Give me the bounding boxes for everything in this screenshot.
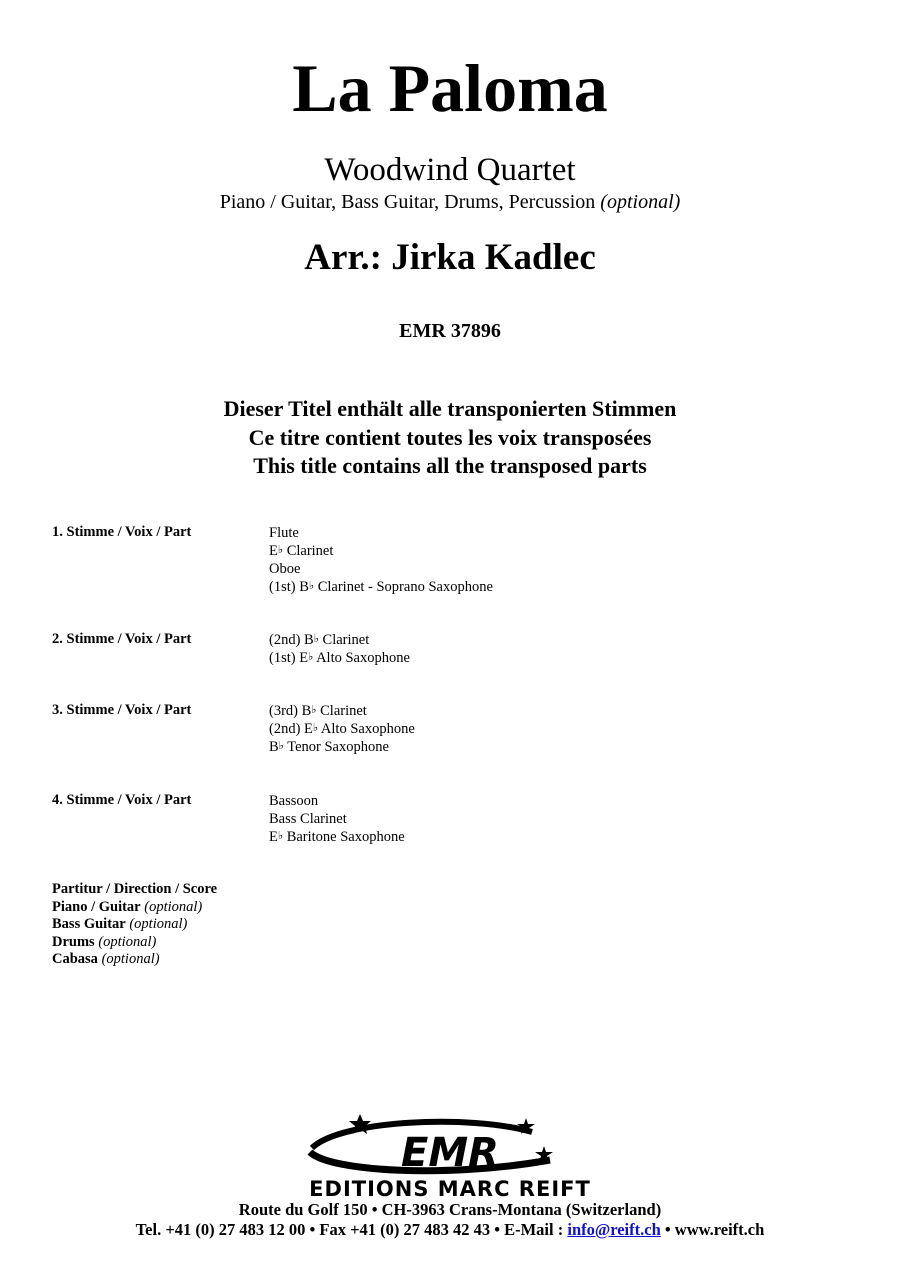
instrument-line: Bassoon xyxy=(269,793,319,809)
part-1-instruments xyxy=(269,523,493,595)
instrumentation-optional: (optional) xyxy=(600,191,681,213)
instrument-line: Oboe xyxy=(269,561,301,577)
notice-french: Ce titre contient toutes les voix transposées xyxy=(248,424,652,450)
part-3-instruments xyxy=(269,701,415,755)
extra-item: Partitur / Direction / Score xyxy=(52,881,218,897)
flat-symbol: ♭ xyxy=(277,829,284,842)
instrument-line: Flute xyxy=(269,525,299,541)
flat-symbol: ♭ xyxy=(312,721,319,734)
notice-german: Dieser Titel enthält alle transponierten Stimmen xyxy=(223,396,677,421)
catalog-code: EMR 37896 xyxy=(399,320,501,342)
publisher-contact xyxy=(0,1219,900,1240)
page-title: La Paloma xyxy=(292,50,608,126)
instrument-line: (1st) E♭ Alto Saxophone xyxy=(269,650,410,666)
instrument-line: Bass Clarinet xyxy=(269,811,347,827)
instrument-line: E♭ Clarinet xyxy=(269,543,334,559)
flat-symbol: ♭ xyxy=(311,703,317,716)
subtitle: Woodwind Quartet xyxy=(324,152,576,188)
contact-website: • www.reift.ch xyxy=(660,1220,765,1239)
instrument-line: (2nd) E♭ Alto Saxophone xyxy=(269,721,415,737)
flat-symbol: ♭ xyxy=(308,579,315,592)
publisher-name: EDITIONS MARC REIFT xyxy=(309,1177,591,1200)
instrument-line: E♭ Baritone Saxophone xyxy=(269,829,405,845)
part-4-label: 4. Stimme / Voix / Part xyxy=(52,792,192,808)
score-and-optional-parts xyxy=(52,881,217,969)
arranger: Arr.: Jirka Kadlec xyxy=(304,237,596,278)
transposed-parts-notice xyxy=(0,395,900,481)
email-link[interactable]: info@reift.ch xyxy=(567,1220,661,1239)
notice-english: This title contains all the transposed parts xyxy=(253,453,647,478)
instrumentation-main: Piano / Guitar, Bass Guitar, Drums, Percussion xyxy=(219,191,596,213)
instrument-line: (3rd) B♭ Clarinet xyxy=(269,703,367,719)
extra-item: Piano / Guitar (optional) xyxy=(52,898,203,915)
logo-text: EMR xyxy=(401,1130,499,1176)
part-2-instruments xyxy=(269,630,410,666)
extra-item: Cabasa (optional) xyxy=(52,951,160,967)
contact-phone-fax: Tel. +41 (0) 27 483 12 00 • Fax +41 (0) 27 483 42 43 • E-Mail : xyxy=(135,1220,568,1239)
instrument-line: (2nd) B♭ Clarinet xyxy=(269,632,370,648)
flat-symbol: ♭ xyxy=(313,632,319,645)
extra-item: Bass Guitar (optional) xyxy=(52,916,188,932)
part-3-label: 3. Stimme / Voix / Part xyxy=(52,702,192,718)
part-2-label: 2. Stimme / Voix / Part xyxy=(52,631,192,647)
extra-item: Drums (optional) xyxy=(52,933,157,950)
instrumentation-line xyxy=(0,189,900,215)
flat-symbol: ♭ xyxy=(308,650,314,663)
part-4-instruments xyxy=(269,791,405,845)
part-1-label: 1. Stimme / Voix / Part xyxy=(52,524,192,540)
instrument-line: (1st) B♭ Clarinet - Soprano Saxophone xyxy=(269,579,493,595)
flat-symbol: ♭ xyxy=(278,739,284,752)
publisher-logo xyxy=(300,1108,600,1200)
flat-symbol: ♭ xyxy=(277,543,284,556)
publisher-address: Route du Golf 150 • CH-3963 Crans-Montana (Switzerland) xyxy=(238,1200,662,1219)
instrument-line: B♭ Tenor Saxophone xyxy=(269,739,389,755)
